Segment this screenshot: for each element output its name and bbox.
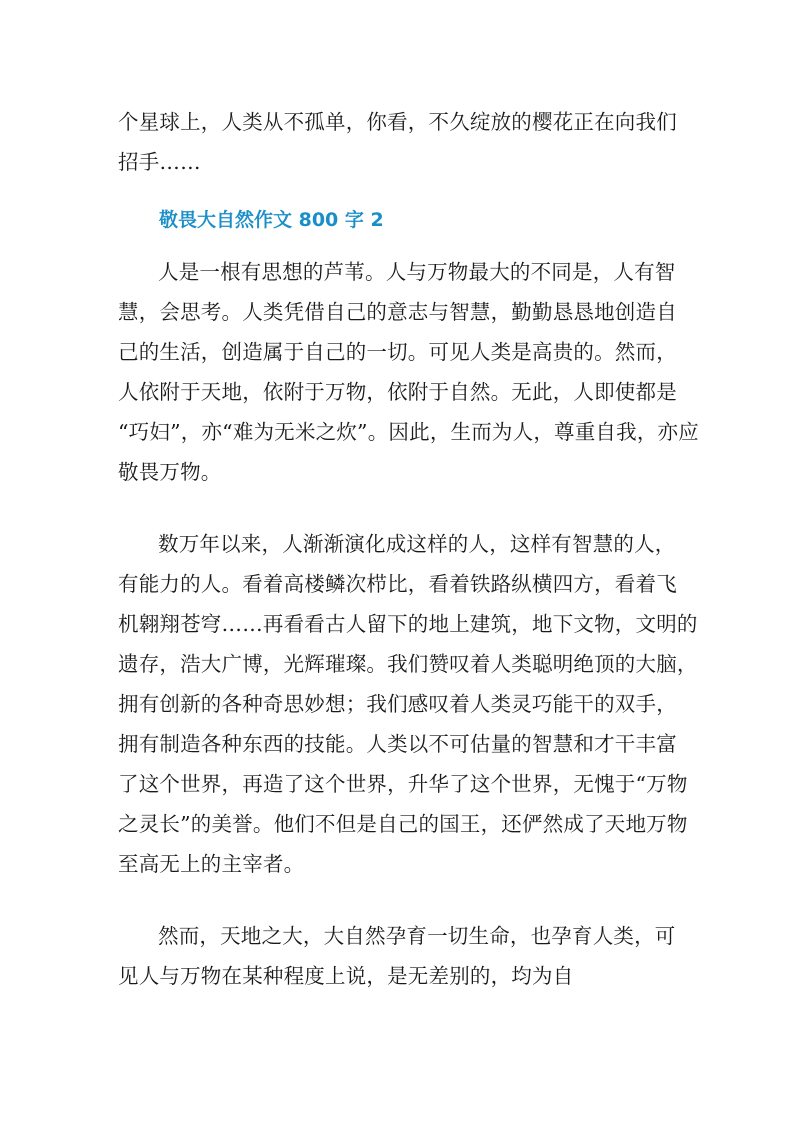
text-line: 人是一根有思想的芦苇。人与万物最大的不同是，人有智 bbox=[158, 260, 676, 284]
text-line: 慧，会思考。人类凭借自己的意志与智慧，勤勤恳恳地创造自 bbox=[118, 300, 677, 324]
document-page bbox=[118, 102, 699, 996]
paragraph-2 bbox=[118, 524, 698, 884]
text-line: 招手…… bbox=[118, 150, 201, 174]
text-line: 至高无上的主宰者。 bbox=[118, 852, 305, 876]
paragraph-3 bbox=[118, 916, 684, 996]
text-line: 之灵长”的美誉。他们不但是自己的国王，还俨然成了天地万物 bbox=[118, 812, 688, 836]
text-line: 了这个世界，再造了这个世界，升华了这个世界，无愧于“万物 bbox=[118, 772, 688, 796]
text-line: 见人与万物在某种程度上说，是无差别的，均为自 bbox=[118, 964, 574, 988]
text-line: 敬畏万物。 bbox=[118, 460, 222, 484]
text-line: “巧妇”，亦“难为无米之炊”。因此，生而为人，尊重自我，亦应 bbox=[118, 420, 699, 444]
text-line: 己的生活，创造属于自己的一切。可见人类是高贵的。然而， bbox=[118, 340, 677, 364]
text-line: 遗存，浩大广博，光辉璀璨。我们赞叹着人类聪明绝顶的大脑， bbox=[118, 652, 698, 676]
continuation-paragraph bbox=[118, 102, 684, 182]
paragraph-1 bbox=[118, 252, 699, 492]
text-line: 数万年以来，人渐渐演化成这样的人，这样有智慧的人， bbox=[158, 532, 676, 556]
text-line: 机翱翔苍穹……再看看古人留下的地上建筑，地下文物，文明的 bbox=[118, 612, 698, 636]
text-line: 拥有创新的各种奇思妙想；我们感叹着人类灵巧能干的双手， bbox=[118, 692, 677, 716]
text-line: 人依附于天地，依附于万物，依附于自然。无此，人即使都是 bbox=[118, 380, 677, 404]
text-line: 拥有制造各种东西的技能。人类以不可估量的智慧和才干丰富 bbox=[118, 732, 677, 756]
text-line: 然而，天地之大，大自然孕育一切生命，也孕育人类，可 bbox=[158, 924, 676, 948]
text-line: 个星球上，人类从不孤单，你看，不久绽放的樱花正在向我们 bbox=[118, 110, 677, 134]
text-line: 有能力的人。看着高楼鳞次栉比，看着铁路纵横四方，看着飞 bbox=[118, 572, 677, 596]
section-heading: 敬畏大自然作文 800 字 2 bbox=[159, 209, 384, 231]
